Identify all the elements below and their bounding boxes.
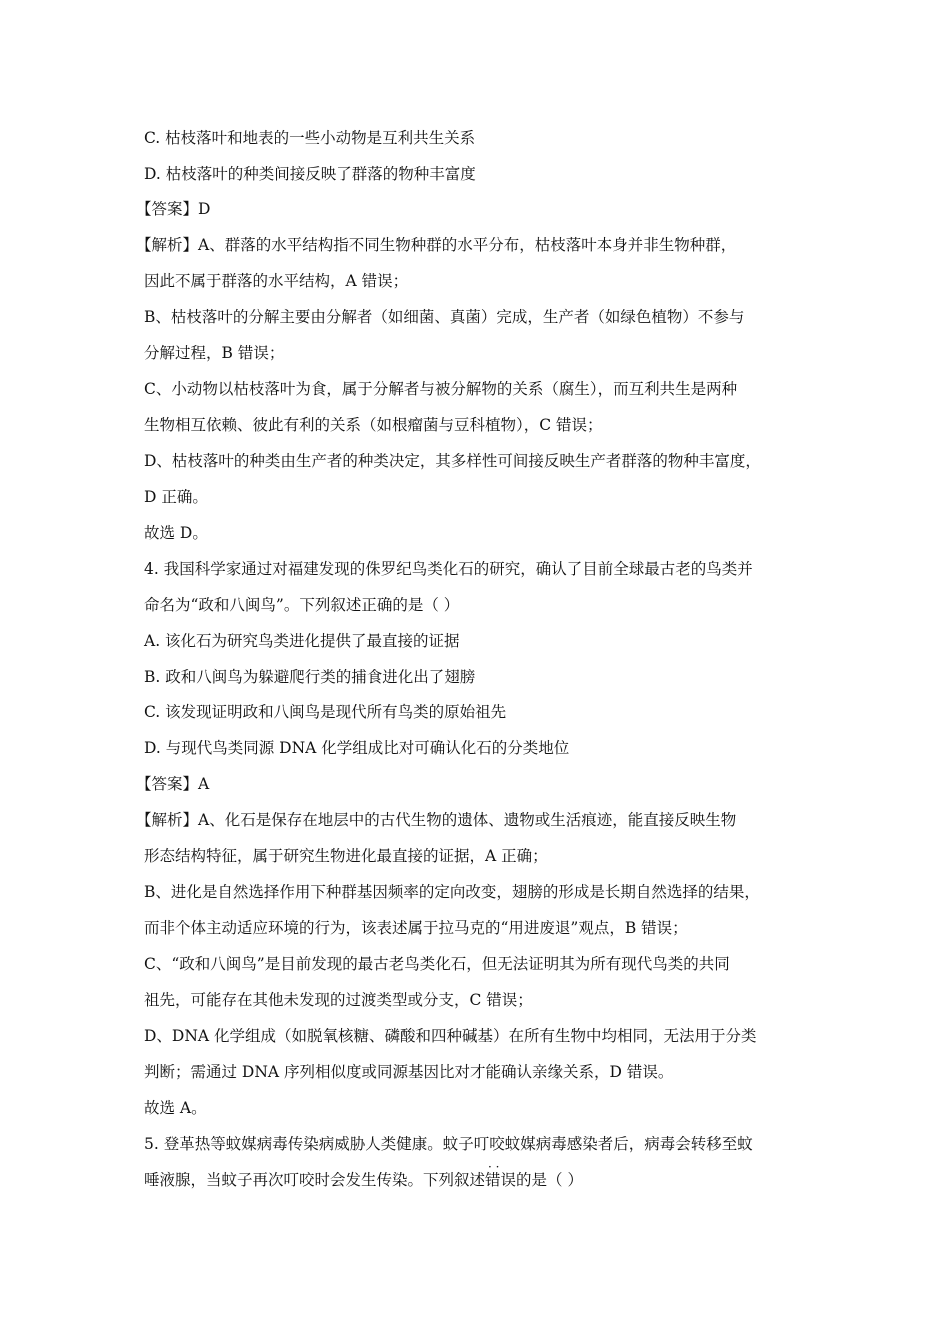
- analysis-line: 因此不属于群落的水平结构，A 错误；: [144, 272, 409, 290]
- analysis-line: D、枯枝落叶的种类由生产者的种类决定，其多样性可间接反映生产者群落的物种丰富度，: [144, 452, 761, 470]
- stem-text: 唾液腺，当蚊子再次叮咬时会发生传染。下列叙述: [144, 1171, 486, 1189]
- analysis-line: B、枯枝落叶的分解主要由分解者（如细菌、真菌）完成，生产者（如绿色植物）不参与: [144, 308, 745, 326]
- question-4-stem: 4. 我国科学家通过对福建发现的侏罗纪鸟类化石的研究，确认了目前全球最古老的鸟类并: [144, 560, 753, 578]
- analysis-line: 生物相互依赖、彼此有利的关系（如根瘤菌与豆科植物），C 错误；: [144, 416, 603, 434]
- stem-text: 的是（ ）: [516, 1171, 583, 1189]
- analysis-line: 祖先，可能存在其他未发现的过渡类型或分支，C 错误；: [144, 991, 533, 1009]
- option-b-q4: B. 政和八闽鸟为躲避爬行类的捕食进化出了翅膀: [144, 668, 476, 686]
- analysis-line: D、DNA 化学组成（如脱氧核糖、磷酸和四种碱基）在所有生物中均相同，无法用于分类: [144, 1027, 757, 1045]
- option-c-q3: C. 枯枝落叶和地表的一些小动物是互利共生关系: [144, 129, 476, 147]
- option-d-q4: D. 与现代鸟类同源 DNA 化学组成比对可确认化石的分类地位: [144, 739, 570, 757]
- analysis-line: B、进化是自然选择作用下种群基因频率的定向改变，翅膀的形成是长期自然选择的结果，: [144, 883, 760, 901]
- emphasis-word: 错误 · ·: [485, 1171, 516, 1189]
- analysis-line: 形态结构特征，属于研究生物进化最直接的证据，A 正确；: [144, 847, 548, 865]
- answer-q3: 【答案】D: [136, 200, 211, 218]
- conclusion-q3: 故选 D。: [144, 524, 208, 542]
- conclusion-q4: 故选 A。: [144, 1099, 207, 1117]
- option-c-q4: C. 该发现证明政和八闽鸟是现代所有鸟类的原始祖先: [144, 703, 507, 721]
- analysis-line: 而非个体主动适应环境的行为，该表述属于拉马克的“用进废退”观点，B 错误；: [144, 919, 688, 937]
- analysis-line: D 正确。: [144, 488, 208, 506]
- analysis-line: 判断；需通过 DNA 序列相似度或同源基因比对才能确认亲缘关系，D 错误。: [144, 1063, 674, 1081]
- analysis-line: 【解析】A、化石是保存在地层中的古代生物的遗体、遗物或生活痕迹，能直接反映生物: [136, 811, 737, 829]
- analysis-line: C、小动物以枯枝落叶为食，属于分解者与被分解物的关系（腐生），而互利共生是两种: [144, 380, 738, 398]
- option-d-q3: D. 枯枝落叶的种类间接反映了群落的物种丰富度: [144, 165, 476, 183]
- question-5-stem: 5. 登革热等蚊媒病毒传染病威胁人类健康。蚊子叮咬蚊媒病毒感染者后，病毒会转移至蚊: [144, 1135, 753, 1153]
- answer-q4: 【答案】A: [136, 775, 210, 793]
- option-a-q4: A. 该化石为研究鸟类进化提供了最直接的证据: [144, 632, 460, 650]
- analysis-line: C、“政和八闽鸟”是目前发现的最古老鸟类化石，但无法证明其为所有现代鸟类的共同: [144, 955, 730, 973]
- question-5-stem: [144, 1170, 583, 1190]
- analysis-line: 【解析】A、群落的水平结构指不同生物种群的水平分布，枯枝落叶本身并非生物种群，: [136, 236, 737, 254]
- analysis-line: 分解过程，B 错误；: [144, 344, 285, 362]
- question-4-stem: 命名为“政和八闽鸟”。下列叙述正确的是（ ）: [144, 596, 460, 614]
